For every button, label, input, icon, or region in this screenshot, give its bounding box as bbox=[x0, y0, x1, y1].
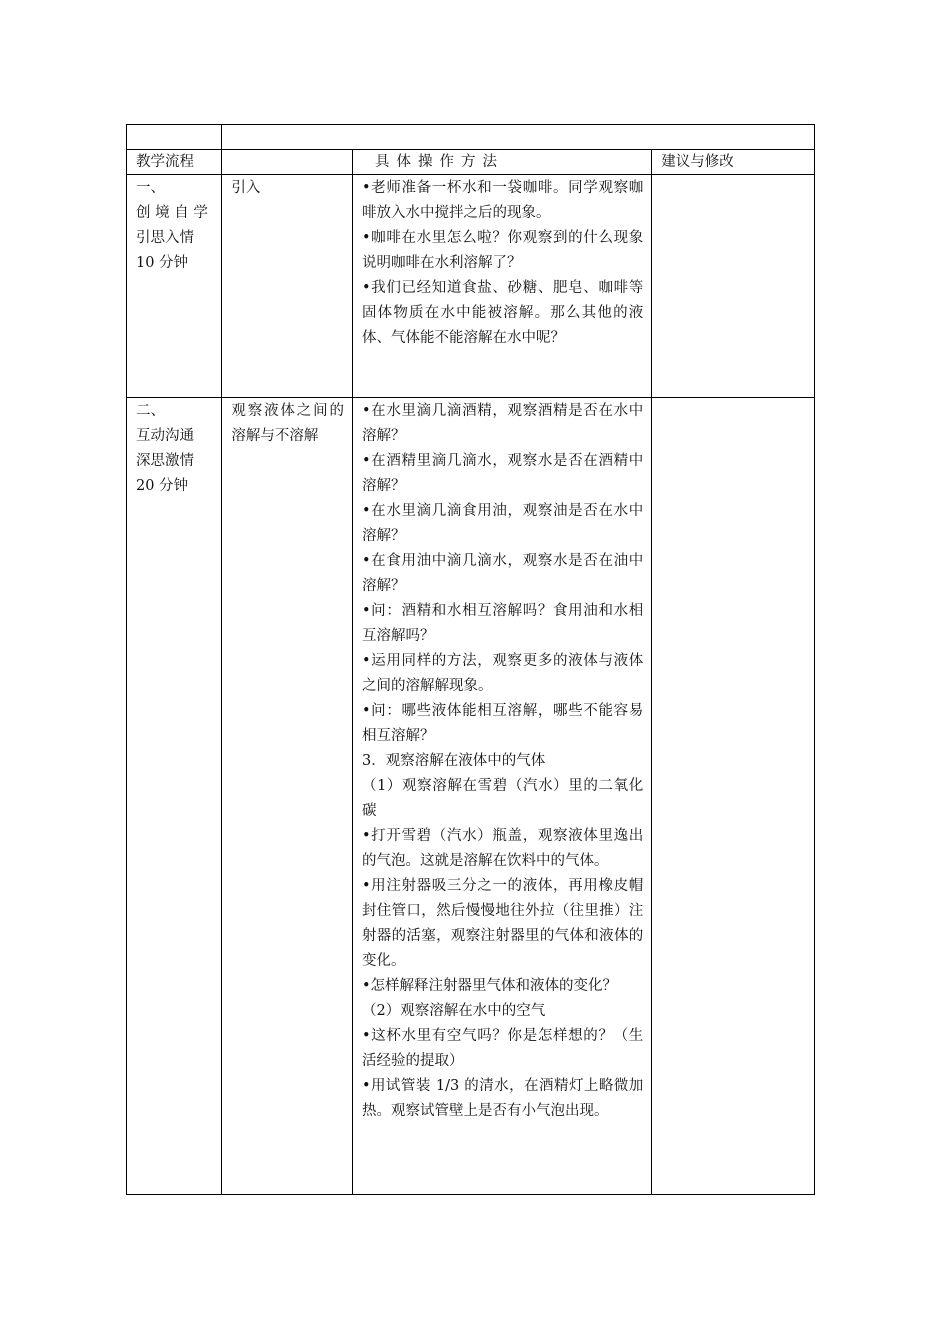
operation-item: •打开雪碧（汽水）瓶盖，观察液体里逸出的气泡。这就是溶解在饮料中的气体。 bbox=[361, 828, 644, 869]
table-top-row bbox=[127, 125, 815, 150]
stage-cell bbox=[127, 398, 222, 1195]
empty-merged-cell bbox=[222, 125, 815, 150]
operation-item: （1）观察溶解在雪碧（汽水）里的二氧化碳 bbox=[361, 778, 644, 819]
header-method-cell bbox=[352, 150, 651, 175]
topic-text: 引入 bbox=[231, 180, 261, 196]
operation-item: •用试管装 1/3 的清水，在酒精灯上略微加热。观察试管壁上是否有小气泡出现。 bbox=[361, 1078, 644, 1119]
operation-item: •用注射器吸三分之一的液体，再用橡皮帽封住管口，然后慢慢地往外拉（往里推）注射器的活塞，观察注射器里的气体和液体的变化。 bbox=[361, 878, 644, 969]
stage-duration: 20 分钟 bbox=[136, 478, 189, 494]
header-suggestion: 建议与修改 bbox=[661, 154, 734, 170]
operation-item: •咖啡在水里怎么啦？你观察到的什么现象说明咖啡在水利溶解了？ bbox=[361, 230, 644, 271]
operations-cell bbox=[352, 398, 651, 1195]
topic-cell bbox=[222, 398, 353, 1195]
operation-item: •在食用油中滴几滴水，观察水是否在油中溶解？ bbox=[361, 553, 644, 594]
stage-line: 互动沟通 bbox=[136, 428, 194, 444]
topic-text: 观察液体之间的溶解与不溶解 bbox=[231, 403, 344, 444]
stage-line: 引思入情 bbox=[136, 230, 194, 246]
empty-cell bbox=[127, 125, 222, 150]
suggestion-cell bbox=[652, 398, 815, 1195]
topic-cell bbox=[222, 175, 353, 398]
operation-item: •运用同样的方法，观察更多的液体与液体之间的溶解解现象。 bbox=[361, 653, 644, 694]
header-flow-cell bbox=[127, 150, 222, 175]
header-flow: 教学流程 bbox=[136, 154, 194, 170]
operation-item: •问：哪些液体能相互溶解，哪些不能容易相互溶解？ bbox=[361, 703, 644, 744]
header-suggestion-cell bbox=[652, 150, 815, 175]
stage-number: 一、 bbox=[136, 180, 165, 196]
stage-line: 创 境 自 学 bbox=[136, 205, 208, 221]
header-empty-cell bbox=[222, 150, 353, 175]
table-row bbox=[127, 398, 815, 1195]
operation-item: •在酒精里滴几滴水，观察水是否在酒精中溶解？ bbox=[361, 453, 644, 494]
operation-item: •问：酒精和水相互溶解吗？食用油和水相互溶解吗？ bbox=[361, 603, 644, 644]
operation-item: •在水里滴几滴酒精，观察酒精是否在水中溶解？ bbox=[361, 403, 644, 444]
operation-item: •我们已经知道食盐、砂糖、肥皂、咖啡等固体物质在水中能被溶解。那么其他的液体、气体能不能溶解在水中呢？ bbox=[361, 280, 644, 346]
suggestion-cell bbox=[652, 175, 815, 398]
operation-item: •这杯水里有空气吗？你是怎样想的？（生活经验的提取） bbox=[361, 1028, 644, 1069]
lesson-plan-table bbox=[126, 124, 815, 1195]
stage-line: 深思激情 bbox=[136, 453, 194, 469]
stage-duration: 10 分钟 bbox=[136, 255, 189, 271]
operation-item: •老师准备一杯水和一袋咖啡。同学观察咖啡放入水中搅拌之后的现象。 bbox=[361, 180, 644, 221]
operations-cell bbox=[352, 175, 651, 398]
table-row bbox=[127, 175, 815, 398]
operation-item: •怎样解释注射器里气体和液体的变化？ bbox=[361, 978, 618, 994]
header-method: 具体操作方法 bbox=[374, 154, 504, 170]
operation-item: •在水里滴几滴食用油，观察油是否在水中溶解？ bbox=[361, 503, 644, 544]
operation-item: 3．观察溶解在液体中的气体 bbox=[361, 753, 546, 769]
table-header-row bbox=[127, 150, 815, 175]
operation-item: （2）观察溶解在水中的空气 bbox=[361, 1003, 546, 1019]
stage-cell bbox=[127, 175, 222, 398]
stage-number: 二、 bbox=[136, 403, 165, 419]
